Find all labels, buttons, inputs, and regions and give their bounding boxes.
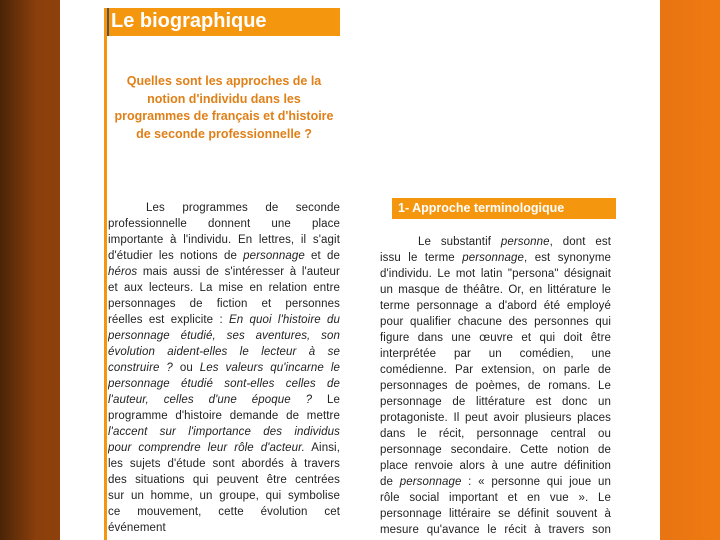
text-line <box>108 248 340 264</box>
text-segment: Le substantif <box>418 236 501 248</box>
text-segment: personnage secondaire. Cette notion de <box>380 444 611 456</box>
question-text: Quelles sont les approches de la notion d'individu dans les programmes de français et d'histoire de seconde professionnelle ? <box>114 74 334 141</box>
text-line <box>380 266 611 282</box>
text-segment: ou <box>172 362 200 374</box>
text-line <box>380 362 611 378</box>
text-segment: issu le terme <box>380 252 463 264</box>
text-line <box>380 330 611 346</box>
italic-text: personnage <box>399 476 462 488</box>
text-segment: , est synonyme <box>523 252 611 264</box>
text-segment: et de <box>304 250 340 262</box>
text-segment: importante à l'individu. En lettres, il s'agit <box>108 234 340 246</box>
text-line <box>380 506 611 522</box>
text-line <box>108 456 340 472</box>
text-line <box>108 424 340 440</box>
text-line <box>108 232 340 248</box>
accent-bar <box>104 8 107 540</box>
text-segment: personnage de littérature est donc un <box>380 396 611 408</box>
text-segment: mesure qu'avance le récit à travers son <box>380 524 611 536</box>
text-segment: et aux lecteurs. La mise en relation entre <box>108 282 340 294</box>
text-segment: figure dans une œuvre et qui doit être <box>380 332 611 344</box>
text-line <box>108 328 340 344</box>
text-segment: d'étudier les notions de <box>108 250 244 262</box>
text-line <box>380 490 611 506</box>
italic-text: évolution aident-elles le lecteur à se <box>108 346 340 358</box>
text-line <box>108 280 340 296</box>
text-line <box>108 504 340 520</box>
italic-text: l'accent sur l'importance des individus <box>108 426 340 438</box>
text-segment: des situations qui peuvent être centrées <box>108 474 340 486</box>
text-line <box>108 472 340 488</box>
text-segment: programme d'histoire demande de mettre <box>108 410 340 422</box>
text-line <box>380 474 611 490</box>
text-line <box>108 216 340 232</box>
text-line <box>380 426 611 442</box>
text-segment: comédienne. Par extension, on parle de <box>380 364 611 376</box>
text-line <box>108 488 340 504</box>
text-segment: : « personne qui joue un <box>461 476 611 488</box>
italic-text: personnage <box>243 250 305 262</box>
text-line <box>380 282 611 298</box>
text-segment: personnage littéraire se définit souvent à <box>380 508 611 520</box>
italic-text: héros <box>108 266 138 278</box>
text-line <box>108 376 340 392</box>
italic-text: pour comprendre leur rôle d'acteur. <box>108 442 305 454</box>
text-line <box>380 314 611 330</box>
text-line <box>380 410 611 426</box>
text-segment: place renvoie alors à une autre définition <box>380 460 611 472</box>
text-segment: événement <box>108 522 166 534</box>
text-segment: personnages de fiction et personnes <box>108 298 340 310</box>
text-segment: interprétée par un comédien, une <box>380 348 611 360</box>
text-segment: de <box>380 476 400 488</box>
text-segment: un masque de théâtre. Or, en littérature le <box>380 284 611 296</box>
text-segment: mais aussi de s'intéresser à l'auteur <box>137 266 340 278</box>
italic-text: l'auteur, celles d'une époque ? <box>108 394 313 406</box>
text-segment: protagoniste. Il peut avoir plusieurs places <box>380 412 611 424</box>
text-segment: professionnelle donnent une place <box>108 218 340 230</box>
text-line <box>108 520 340 536</box>
text-segment: pour qualifier chacune des personnes qui <box>380 316 611 328</box>
italic-text: En quoi l'histoire du <box>229 314 340 326</box>
slide-title: Le biographique <box>107 8 340 36</box>
text-segment: personnages de poèmes, de romans. Le <box>380 380 611 392</box>
text-line <box>108 408 340 424</box>
section-heading: 1- Approche terminologique <box>392 198 616 219</box>
text-line <box>380 234 611 250</box>
text-segment: ce mouvement, cette évolution cet <box>108 506 340 518</box>
text-segment: rôle social important et en vue ». Le <box>380 492 611 504</box>
text-segment: terme personnage a d'abord été employé <box>380 300 611 312</box>
italic-text: personnage <box>462 252 524 264</box>
text-line <box>380 250 611 266</box>
text-line <box>380 458 611 474</box>
text-line <box>108 344 340 360</box>
text-line <box>108 392 340 408</box>
text-segment: dans le récit, personnage central ou <box>380 428 611 440</box>
text-line <box>108 264 340 280</box>
left-column-text <box>108 200 340 536</box>
text-segment: Ainsi, <box>304 442 340 454</box>
italic-text: personnage étudié, ses aventures, son <box>108 330 340 342</box>
right-column-text <box>380 234 611 538</box>
text-line <box>380 346 611 362</box>
text-segment: réelles est explicite : <box>108 314 229 326</box>
text-segment: les sujets d'étude sont abordés à travers <box>108 458 340 470</box>
text-segment: Le <box>312 394 340 406</box>
text-line <box>380 442 611 458</box>
text-line <box>380 378 611 394</box>
italic-text: personne <box>500 236 550 248</box>
text-segment: sur un homme, un groupe, qui symbolise <box>108 490 340 502</box>
italic-text: construire ? <box>108 362 173 374</box>
text-line <box>108 296 340 312</box>
italic-text: personnage étudié sont-elles celles de <box>108 378 340 390</box>
text-line <box>108 312 340 328</box>
slide <box>60 0 660 540</box>
text-line <box>380 298 611 314</box>
text-line <box>108 360 340 376</box>
text-line <box>108 440 340 456</box>
text-segment: d'individu. Le mot latin "persona" désignait <box>380 268 611 280</box>
italic-text: Les valeurs qu'incarne le <box>199 362 340 374</box>
text-segment: Les programmes de seconde <box>146 202 340 214</box>
text-segment: , dont est <box>549 236 611 248</box>
text-line <box>380 394 611 410</box>
text-line <box>380 522 611 538</box>
text-line <box>108 200 340 216</box>
